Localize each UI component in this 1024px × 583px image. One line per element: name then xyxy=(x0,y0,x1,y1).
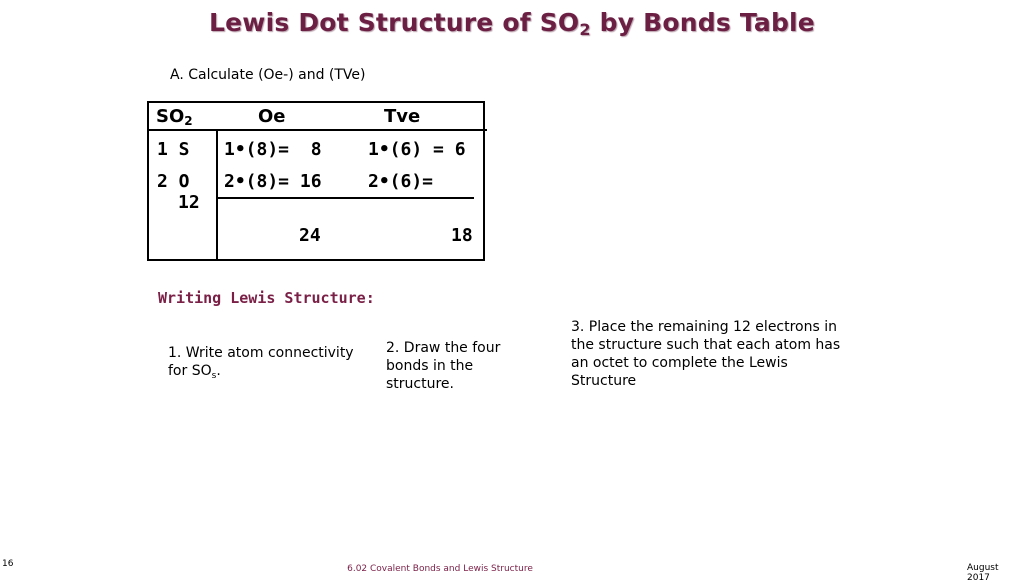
footer-date: August 2017 xyxy=(967,563,999,583)
row-atom: 1 S xyxy=(157,139,190,160)
table-header-compound xyxy=(156,106,193,128)
step-2: 2. Draw the four bonds in the structure. xyxy=(386,340,501,392)
row-oe: 2•(8)= 16 xyxy=(224,171,322,192)
page-number: 16 xyxy=(2,559,14,569)
title-main: Lewis Dot Structure of SO xyxy=(209,8,580,37)
footer-title: 6.02 Covalent Bonds and Lewis Structure xyxy=(347,564,533,574)
section-a-label: A. Calculate (Oe-) and (TVe) xyxy=(170,67,366,83)
writing-heading: Writing Lewis Structure: xyxy=(158,289,375,307)
table-column-divider xyxy=(216,131,218,261)
table-total-divider xyxy=(218,197,474,199)
row-tve: 1•(6) = 6 xyxy=(368,139,466,160)
slide-title xyxy=(0,8,1024,39)
table-header-divider xyxy=(147,129,487,131)
step-1-subscript: s xyxy=(211,371,217,381)
table-header-tve: Tve xyxy=(384,106,421,127)
title-rest: by Bonds Table xyxy=(590,8,815,37)
table-header-oe: Oe xyxy=(258,106,286,127)
compound-subscript: 2 xyxy=(184,114,193,128)
wrapped-value: 12 xyxy=(178,192,200,213)
title-subscript: 2 xyxy=(579,20,591,39)
row-oe: 1•(8)= 8 xyxy=(224,139,322,160)
step-1 xyxy=(168,344,368,385)
total-oe: 24 xyxy=(299,225,321,246)
row-atom: 2 O xyxy=(157,171,190,192)
step-1-text: 1. Write atom connectivity for SO xyxy=(168,345,354,379)
row-tve: 2•(6)= xyxy=(368,171,434,192)
total-tve: 18 xyxy=(451,225,473,246)
step-1-suffix: . xyxy=(216,363,221,379)
compound-label: SO xyxy=(156,106,185,127)
step-3: 3. Place the remaining 12 electrons in the structure such that each atom has an octet to complete the Lewis Structure xyxy=(571,319,841,389)
